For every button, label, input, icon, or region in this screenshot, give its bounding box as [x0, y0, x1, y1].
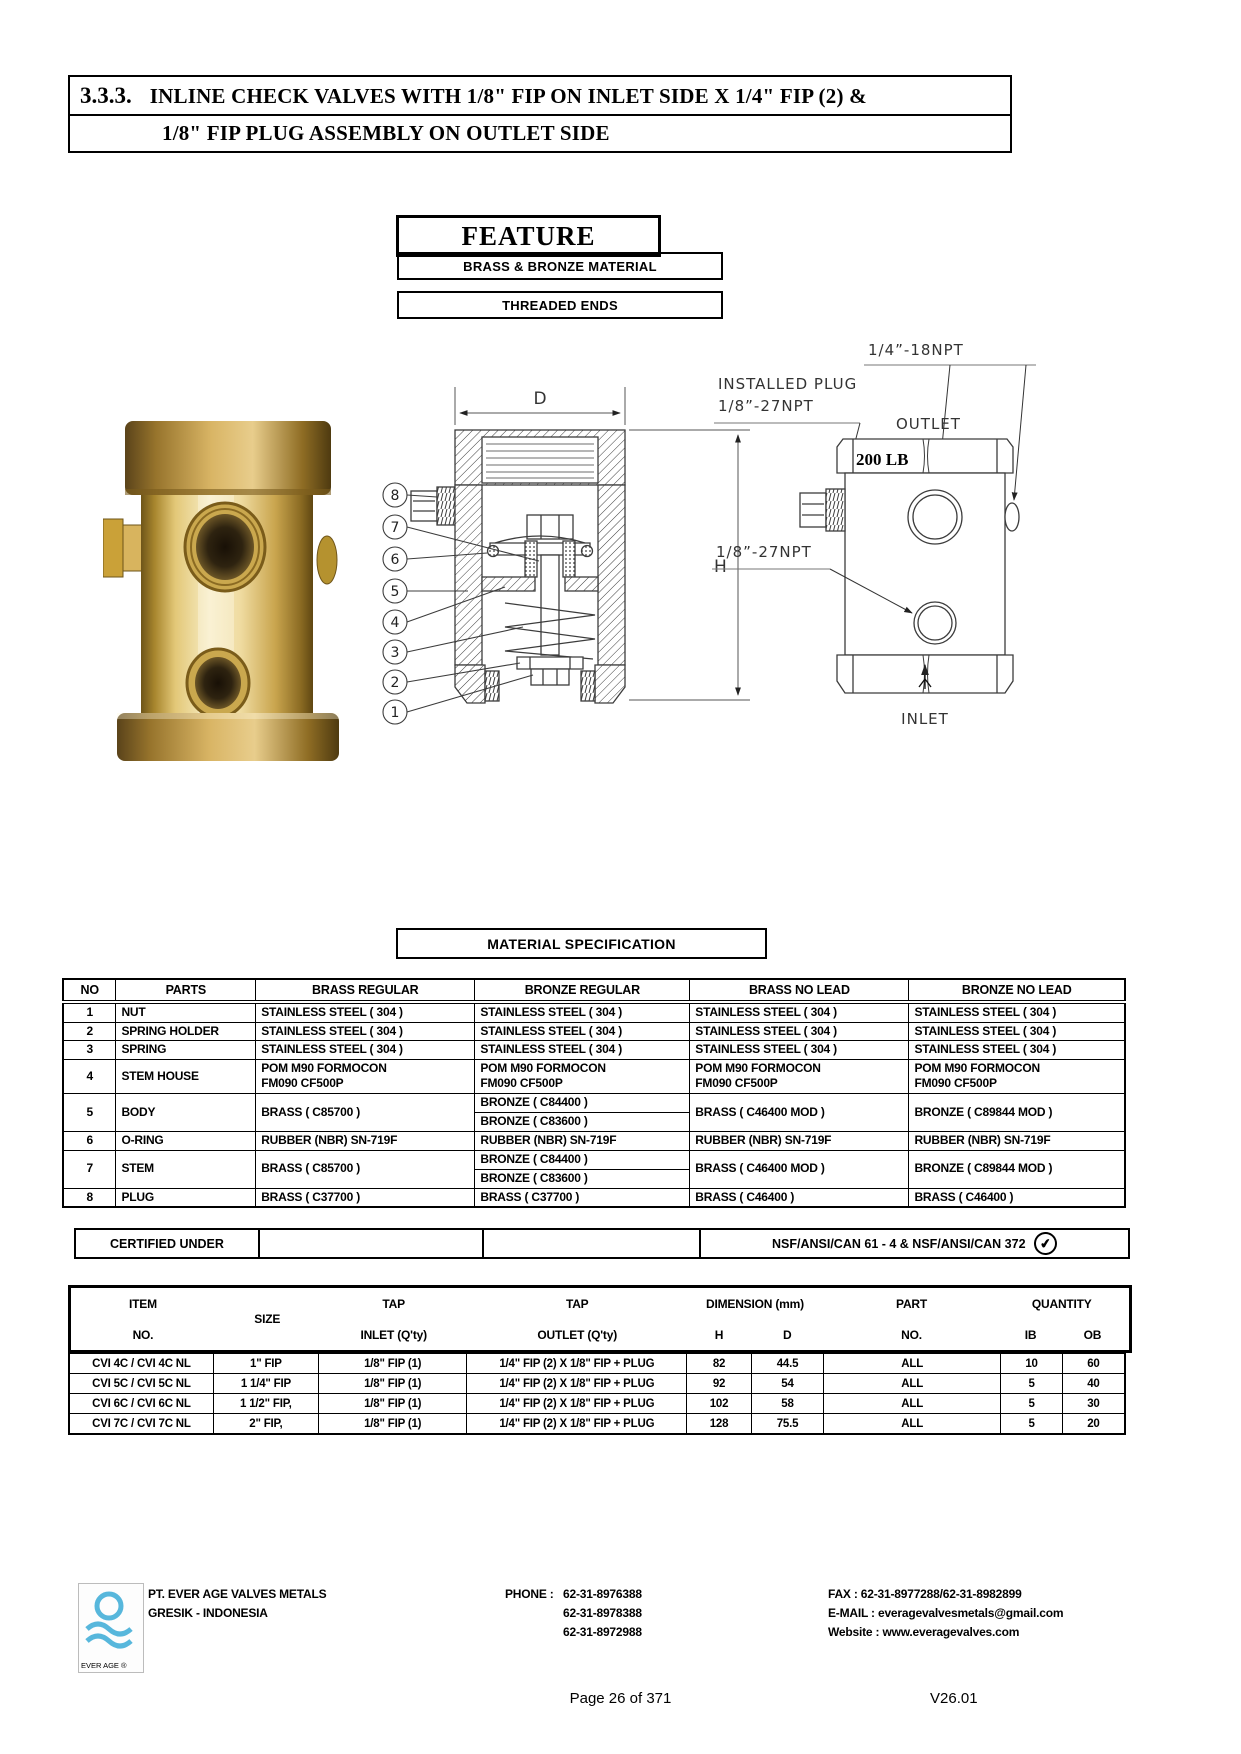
cell-material: BRASS ( C85700 )	[256, 1093, 475, 1131]
table-row	[69, 1414, 1125, 1435]
cell-ob: 30	[1062, 1394, 1125, 1414]
cell-material: BRASS ( C37700 )	[256, 1188, 475, 1207]
cell-no: 2	[63, 1022, 116, 1041]
table-row	[63, 1002, 1125, 1022]
page-title-line-1: INLINE CHECK VALVES WITH 1/8" FIP ON INLET SIDE X 1/4" FIP (2) &	[149, 83, 867, 108]
logo-caption: EVER AGE ®	[81, 1661, 127, 1670]
col-header-brass-no-lead: BRASS NO LEAD	[690, 979, 909, 1002]
cell-part-no: ALL	[824, 1374, 1001, 1394]
phone-label-spacer	[505, 1604, 563, 1623]
items-header-inlet-qty: INLET (Q'ty)	[360, 1327, 427, 1342]
callout-7: 7	[390, 520, 400, 536]
cell-part: BODY	[116, 1093, 256, 1131]
cell-part-no: ALL	[824, 1394, 1001, 1414]
cell-material: BRONZE ( C89844 MOD )	[909, 1093, 1125, 1131]
outlet-tap-label: 1/4”-18NPT	[868, 341, 964, 359]
outlet-label: OUTLET	[896, 415, 961, 433]
cell-part: STEM HOUSE	[116, 1059, 256, 1093]
contact-block	[828, 1585, 1063, 1642]
items-header-item: ITEM	[129, 1296, 157, 1311]
table-row	[63, 1131, 1125, 1150]
material-line-1: POM M90 FORMOCON	[480, 1060, 606, 1075]
cell-material: BRASS ( C46400 MOD )	[690, 1093, 909, 1131]
cell-tap-outlet: 1/4" FIP (2) X 1/8" FIP + PLUG	[467, 1394, 687, 1414]
cell-material: STAINLESS STEEL ( 304 )	[690, 1022, 909, 1041]
cell-material: STAINLESS STEEL ( 304 )	[909, 1022, 1125, 1041]
inlet-tap-label: 1/8”-27NPT	[716, 543, 812, 561]
cell-item-no: CVI 6C / CVI 6C NL	[69, 1394, 213, 1414]
cell-ob: 40	[1062, 1374, 1125, 1394]
callout-5: 5	[390, 584, 400, 600]
cell-tap-inlet: 1/8" FIP (1)	[318, 1394, 467, 1414]
certified-value: NSF/ANSI/CAN 61 - 4 & NSF/ANSI/CAN 372	[772, 1236, 1026, 1251]
cell-h: 128	[687, 1414, 752, 1435]
cell-material: STAINLESS STEEL ( 304 )	[475, 1022, 690, 1041]
items-header-ib: IB	[1024, 1327, 1037, 1342]
cell-material-split	[475, 1093, 690, 1131]
company-city: GRESIK - INDONESIA	[148, 1606, 268, 1620]
cell-material: STAINLESS STEEL ( 304 )	[690, 1002, 909, 1022]
items-header-d: D	[782, 1327, 792, 1342]
cell-material: BRASS ( C46400 )	[690, 1188, 909, 1207]
cell-material	[909, 1059, 1125, 1093]
company-block	[148, 1585, 326, 1623]
fax-line: FAX : 62-31-8977288/62-31-8982899	[828, 1587, 1022, 1601]
feature-title-box	[396, 215, 661, 257]
cell-d: 75.5	[751, 1414, 823, 1435]
items-header-part-no: NO.	[901, 1327, 922, 1342]
company-logo	[78, 1583, 144, 1673]
dimension-h	[629, 430, 750, 700]
material-header-row	[63, 979, 1125, 1002]
certified-empty-cell	[484, 1230, 701, 1257]
cell-material: BRASS ( C46400 )	[909, 1188, 1125, 1207]
cell-ib: 10	[1001, 1353, 1063, 1374]
external-view	[712, 341, 1036, 728]
cell-part: PLUG	[116, 1188, 256, 1207]
items-header-outlet-qty: OUTLET (Q'ty)	[537, 1327, 617, 1342]
certification-check-icon: ✔	[1032, 1231, 1058, 1257]
installed-plug-label-line1: INSTALLED PLUG	[718, 375, 858, 393]
material-line-2: FM090 CF500P	[695, 1076, 778, 1091]
cell-d: 44.5	[751, 1353, 823, 1374]
pressure-rating: 200 LB	[856, 450, 909, 469]
feature-title: FEATURE	[461, 220, 596, 251]
cell-tap-inlet: 1/8" FIP (1)	[318, 1414, 467, 1435]
cell-material	[690, 1059, 909, 1093]
items-header-dimension: DIMENSION (mm)	[706, 1296, 804, 1311]
cell-part: O-RING	[116, 1131, 256, 1150]
cross-section-view	[383, 387, 750, 724]
cell-material-split	[475, 1150, 690, 1188]
col-header-parts: PARTS	[116, 979, 256, 1002]
material-line-2: FM090 CF500P	[914, 1076, 997, 1091]
technical-drawing	[340, 325, 1040, 770]
table-row	[63, 1150, 1125, 1188]
cell-no: 7	[63, 1150, 116, 1188]
cell-ib: 5	[1001, 1394, 1063, 1414]
cell-material: STAINLESS STEEL ( 304 )	[909, 1002, 1125, 1022]
cell-size: 2" FIP,	[213, 1414, 318, 1435]
cell-material: STAINLESS STEEL ( 304 )	[909, 1041, 1125, 1060]
callout-6: 6	[390, 552, 400, 568]
phone-number-3: 62-31-8972988	[563, 1625, 642, 1639]
cell-item-no: CVI 7C / CVI 7C NL	[69, 1414, 213, 1435]
material-spec-title: MATERIAL SPECIFICATION	[487, 935, 676, 952]
certified-value-cell	[701, 1230, 1128, 1257]
title-row-2	[70, 116, 1010, 151]
table-row	[63, 1059, 1125, 1093]
items-header-tap-outlet: TAP	[565, 1296, 589, 1311]
cell-d: 54	[751, 1374, 823, 1394]
cell-material: BRASS ( C85700 )	[256, 1150, 475, 1188]
cell-size: 1 1/2" FIP,	[213, 1394, 318, 1414]
phone-number-2: 62-31-8978388	[563, 1606, 642, 1620]
col-header-no: NO	[63, 979, 116, 1002]
material-line-2: FM090 CF500P	[261, 1076, 344, 1091]
cell-item-no: CVI 5C / CVI 5C NL	[69, 1374, 213, 1394]
company-name: PT. EVER AGE VALVES METALS	[148, 1587, 327, 1601]
certified-bar	[74, 1228, 1130, 1259]
callout-8: 8	[390, 488, 400, 504]
col-header-bronze-regular: BRONZE REGULAR	[475, 979, 690, 1002]
cell-tap-inlet: 1/8" FIP (1)	[318, 1353, 467, 1374]
cell-part: SPRING HOLDER	[116, 1022, 256, 1041]
logo-graphic	[79, 1584, 141, 1654]
cell-part: STEM	[116, 1150, 256, 1188]
material-option-bottom: BRONZE ( C83600 )	[480, 1113, 588, 1128]
cell-material: BRASS ( C46400 MOD )	[690, 1150, 909, 1188]
phone-label: PHONE :	[505, 1587, 554, 1601]
items-table-header	[68, 1285, 1132, 1353]
cell-part-no: ALL	[824, 1353, 1001, 1374]
items-header-part: PART	[896, 1296, 928, 1311]
valve-photo-shapes	[103, 421, 339, 761]
table-row	[63, 1093, 1125, 1131]
inlet-label: INLET	[901, 710, 949, 728]
material-spec-table	[62, 978, 1126, 1208]
cell-h: 82	[687, 1353, 752, 1374]
certified-empty-cell	[260, 1230, 484, 1257]
title-row-1	[70, 77, 1010, 116]
cell-material: BRONZE ( C89844 MOD )	[909, 1150, 1125, 1188]
email-line: E-MAIL : everagevalvesmetals@gmail.com	[828, 1606, 1064, 1620]
cell-ib: 5	[1001, 1374, 1063, 1394]
cell-material: STAINLESS STEEL ( 304 )	[690, 1041, 909, 1060]
cell-size: 1 1/4" FIP	[213, 1374, 318, 1394]
cell-material: STAINLESS STEEL ( 304 )	[475, 1002, 690, 1022]
page-number: Page 26 of 371	[569, 1690, 672, 1707]
cell-tap-outlet: 1/4" FIP (2) X 1/8" FIP + PLUG	[467, 1414, 687, 1435]
table-row	[69, 1374, 1125, 1394]
table-row	[69, 1394, 1125, 1414]
phone-block	[505, 1585, 642, 1642]
items-header-quantity: QUANTITY	[1031, 1296, 1092, 1311]
items-header-ob: OB	[1083, 1327, 1102, 1342]
cell-material	[256, 1059, 475, 1093]
cell-h: 102	[687, 1394, 752, 1414]
cell-material	[475, 1059, 690, 1093]
feature-material-box	[397, 252, 723, 280]
dimension-h-label: H	[714, 557, 727, 577]
callout-4: 4	[390, 615, 400, 631]
cell-material: STAINLESS STEEL ( 304 )	[256, 1041, 475, 1060]
material-spec-title-box	[396, 928, 767, 959]
cell-material: RUBBER (NBR) SN-719F	[256, 1131, 475, 1150]
certified-label: CERTIFIED UNDER	[76, 1230, 260, 1257]
cell-material: STAINLESS STEEL ( 304 )	[256, 1022, 475, 1041]
cell-no: 1	[63, 1002, 116, 1022]
items-header-tap-inlet: TAP	[382, 1296, 405, 1311]
website-line: Website : www.everagevalves.com	[828, 1625, 1020, 1639]
col-header-bronze-no-lead: BRONZE NO LEAD	[909, 979, 1125, 1002]
cell-h: 92	[687, 1374, 752, 1394]
cell-no: 4	[63, 1059, 116, 1093]
table-row	[63, 1022, 1125, 1041]
cell-material: RUBBER (NBR) SN-719F	[690, 1131, 909, 1150]
cell-part: SPRING	[116, 1041, 256, 1060]
cell-part: NUT	[116, 1002, 256, 1022]
cell-d: 58	[751, 1394, 823, 1414]
phone-label-spacer	[505, 1623, 563, 1642]
cell-material: STAINLESS STEEL ( 304 )	[475, 1041, 690, 1060]
callout-1: 1	[390, 705, 400, 721]
col-header-brass-regular: BRASS REGULAR	[256, 979, 475, 1002]
items-header-h: H	[714, 1327, 724, 1342]
material-line-1: POM M90 FORMOCON	[914, 1060, 1040, 1075]
cell-size: 1" FIP	[213, 1353, 318, 1374]
material-line-1: POM M90 FORMOCON	[261, 1060, 387, 1075]
material-option-bottom: BRONZE ( C83600 )	[480, 1170, 588, 1185]
title-box	[68, 75, 1012, 153]
version-label: V26.01	[930, 1690, 978, 1707]
phone-number-1: 62-31-8976388	[563, 1587, 642, 1601]
feature-material-label: BRASS & BRONZE MATERIAL	[463, 258, 657, 274]
callout-2: 2	[390, 675, 400, 691]
items-table	[68, 1352, 1126, 1435]
cell-material: RUBBER (NBR) SN-719F	[475, 1131, 690, 1150]
cell-no: 6	[63, 1131, 116, 1150]
feature-threaded-label: THREADED ENDS	[502, 297, 618, 313]
callout-3: 3	[390, 645, 400, 661]
cell-part-no: ALL	[824, 1414, 1001, 1435]
cell-item-no: CVI 4C / CVI 4C NL	[69, 1353, 213, 1374]
items-header-item-no: NO.	[132, 1327, 154, 1342]
cell-ob: 20	[1062, 1414, 1125, 1435]
valve-photo	[103, 395, 351, 763]
material-line-2: FM090 CF500P	[480, 1076, 563, 1091]
cell-material: RUBBER (NBR) SN-719F	[909, 1131, 1125, 1150]
cell-tap-outlet: 1/4" FIP (2) X 1/8" FIP + PLUG	[467, 1353, 687, 1374]
material-line-1: POM M90 FORMOCON	[695, 1060, 821, 1075]
feature-threaded-box	[397, 291, 723, 319]
cell-no: 3	[63, 1041, 116, 1060]
cell-ob: 60	[1062, 1353, 1125, 1374]
section-number: 3.3.3.	[80, 83, 132, 108]
cell-ib: 5	[1001, 1414, 1063, 1435]
dimension-d-label: D	[533, 389, 547, 409]
cell-no: 8	[63, 1188, 116, 1207]
table-row	[63, 1188, 1125, 1207]
cell-material: STAINLESS STEEL ( 304 )	[256, 1002, 475, 1022]
installed-plug-label-line2: 1/8”-27NPT	[718, 397, 814, 415]
cell-no: 5	[63, 1093, 116, 1131]
page-title-line-2: 1/8" FIP PLUG ASSEMBLY ON OUTLET SIDE	[162, 121, 610, 145]
cell-tap-inlet: 1/8" FIP (1)	[318, 1374, 467, 1394]
material-option-top: BRONZE ( C84400 )	[475, 1094, 689, 1113]
cell-tap-outlet: 1/4" FIP (2) X 1/8" FIP + PLUG	[467, 1374, 687, 1394]
items-header-size: SIZE	[254, 1312, 281, 1326]
cell-material: BRASS ( C37700 )	[475, 1188, 690, 1207]
table-row	[63, 1041, 1125, 1060]
table-row	[69, 1353, 1125, 1374]
material-option-top: BRONZE ( C84400 )	[475, 1151, 689, 1170]
